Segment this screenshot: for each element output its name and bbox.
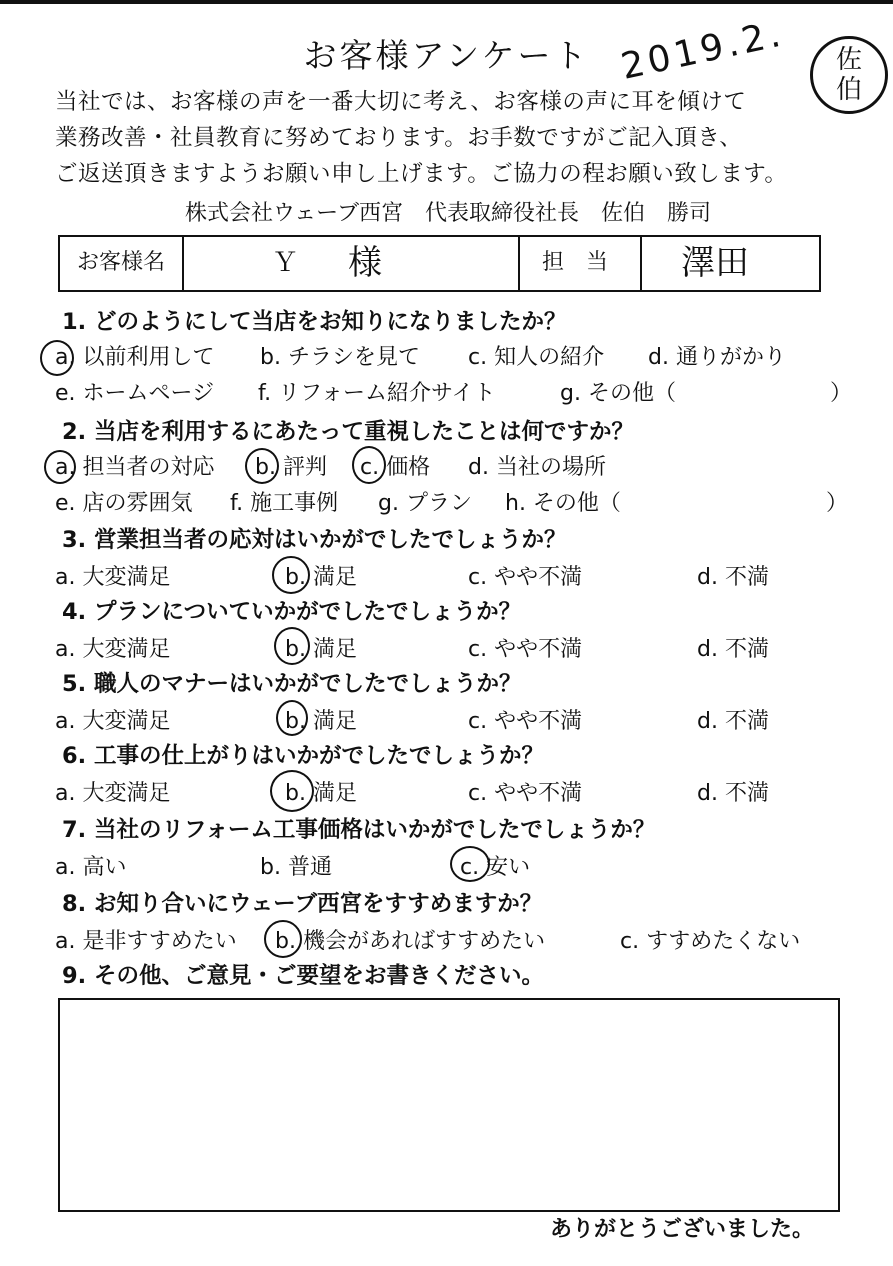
q1-option-a[interactable]: a. 以前利用して: [55, 345, 215, 370]
q2-option-d[interactable]: d. 当社の場所: [468, 455, 606, 480]
customer-name-value[interactable]: Ｙ: [271, 248, 298, 278]
q4-option-c[interactable]: c. やや不満: [468, 637, 583, 662]
q8-option-c[interactable]: c. すすめたくない: [620, 929, 801, 954]
q1-option-g[interactable]: g. その他（: [560, 381, 676, 406]
handwritten-date: 2019.2.: [617, 13, 788, 88]
question-6: 6. 工事の仕上がりはいかがでしたでしょうか？: [62, 743, 545, 769]
answer-circle-4b: [274, 627, 310, 665]
question-4: 4. プランについていかがでしたでしょうか？: [62, 599, 522, 625]
q3-option-b[interactable]: b. 満足: [285, 565, 357, 590]
q3-option-d[interactable]: d. 不満: [697, 565, 769, 590]
company-person: 佐伯 勝司: [601, 201, 712, 226]
name-seal-stamp: [810, 36, 888, 114]
question-8: 8. お知り合いにウェーブ西宮をすすめますか？: [62, 891, 543, 917]
staff-name-handwritten[interactable]: 澤田: [681, 243, 749, 283]
customer-honorific-handwritten: 様: [348, 243, 382, 283]
divider: [640, 237, 642, 290]
question-3: 3. 営業担当者の応対はいかがでしたでしょうか？: [62, 527, 567, 553]
q5-option-a[interactable]: a. 大変満足: [55, 709, 171, 734]
q8-option-b[interactable]: b. 機会があればすすめたい: [275, 929, 546, 954]
q7-option-c[interactable]: c. 安い: [460, 855, 531, 880]
survey-title: お客様アンケート: [303, 36, 590, 75]
customer-name-label: お客様名: [76, 250, 165, 275]
q2-option-b[interactable]: b. 評判: [255, 455, 327, 480]
q2-option-e[interactable]: e. 店の雰囲気: [55, 491, 193, 516]
answer-circle-8b: [264, 920, 302, 958]
q4-option-b[interactable]: b. 満足: [285, 637, 357, 662]
q1-option-d[interactable]: d. 通りがかり: [648, 345, 786, 370]
divider: [518, 237, 520, 290]
q6-option-d[interactable]: d. 不満: [697, 781, 769, 806]
answer-circle-1a: [40, 340, 74, 376]
q6-option-c[interactable]: c. やや不満: [468, 781, 583, 806]
question-5: 5. 職人のマナーはいかがでしたでしょうか？: [62, 671, 522, 697]
q5-option-b[interactable]: b. 満足: [285, 709, 357, 734]
question-1: 1. どのようにして当店をお知りになりましたか？: [62, 309, 567, 335]
q2-option-c[interactable]: c. 価格: [360, 455, 431, 480]
q8-option-a[interactable]: a. 是非すすめたい: [55, 929, 237, 954]
q2-option-g[interactable]: g. プラン: [378, 491, 472, 516]
question-7: 7. 当社のリフォーム工事価格はいかがでしたでしょうか？: [62, 817, 656, 843]
q6-option-a[interactable]: a. 大変満足: [55, 781, 171, 806]
q2-option-h[interactable]: h. その他（: [505, 491, 621, 516]
answer-circle-2b: [245, 448, 279, 484]
q3-option-c[interactable]: c. やや不満: [468, 565, 583, 590]
q4-option-a[interactable]: a. 大変満足: [55, 637, 171, 662]
top-edge-line: [0, 0, 893, 4]
company-role: 代表取締役社長: [425, 201, 580, 226]
stamp-char-2: 伯: [835, 75, 862, 105]
customer-info-box: [58, 235, 821, 292]
company-name: 株式会社ウェーブ西宮: [185, 201, 404, 226]
answer-circle-2a: [44, 450, 76, 484]
answer-circle-7c: [450, 846, 490, 882]
stamp-char-1: 佐: [835, 45, 862, 75]
q1-option-e[interactable]: e. ホームページ: [55, 381, 215, 406]
staff-label: 担 当: [541, 250, 608, 275]
answer-circle-2c: [352, 446, 386, 484]
q7-option-b[interactable]: b. 普通: [260, 855, 332, 880]
intro-line-3: ご返送頂きますようお願い申し上げます。ご協力の程お願い致します。: [55, 161, 788, 187]
q2-option-h-close: ）: [826, 491, 849, 516]
comment-textarea[interactable]: [58, 998, 840, 1212]
q2-option-a[interactable]: a. 担当者の対応: [55, 455, 215, 480]
q3-option-a[interactable]: a. 大変満足: [55, 565, 171, 590]
question-9: 9. その他、ご意見・ご要望をお書きください。: [62, 963, 545, 989]
q2-option-f[interactable]: f. 施工事例: [230, 491, 339, 516]
company-signature: [185, 196, 733, 227]
q1-option-g-close: ）: [830, 381, 853, 406]
q1-option-c[interactable]: c. 知人の紹介: [468, 345, 605, 370]
thank-you-note: ありがとうございました。: [550, 1217, 815, 1242]
intro-line-1: 当社では、お客様の声を一番大切に考え、お客様の声に耳を傾けて: [55, 89, 747, 115]
question-2: 2. 当店を利用するにあたって重視したことは何ですか？: [62, 419, 635, 445]
answer-circle-3b: [272, 556, 310, 594]
answer-circle-6b: [270, 770, 314, 812]
q5-option-c[interactable]: c. やや不満: [468, 709, 583, 734]
q7-option-a[interactable]: a. 高い: [55, 855, 127, 880]
divider: [182, 237, 184, 290]
intro-line-2: 業務改善・社員教育に努めております。お手数ですがご記入頂き、: [55, 125, 743, 151]
q1-option-f[interactable]: f. リフォーム紹介サイト: [258, 381, 496, 406]
q4-option-d[interactable]: d. 不満: [697, 637, 769, 662]
q1-option-b[interactable]: b. チラシを見て: [260, 345, 420, 370]
q6-option-b[interactable]: b. 満足: [285, 781, 357, 806]
answer-circle-5b: [276, 700, 308, 736]
q5-option-d[interactable]: d. 不満: [697, 709, 769, 734]
